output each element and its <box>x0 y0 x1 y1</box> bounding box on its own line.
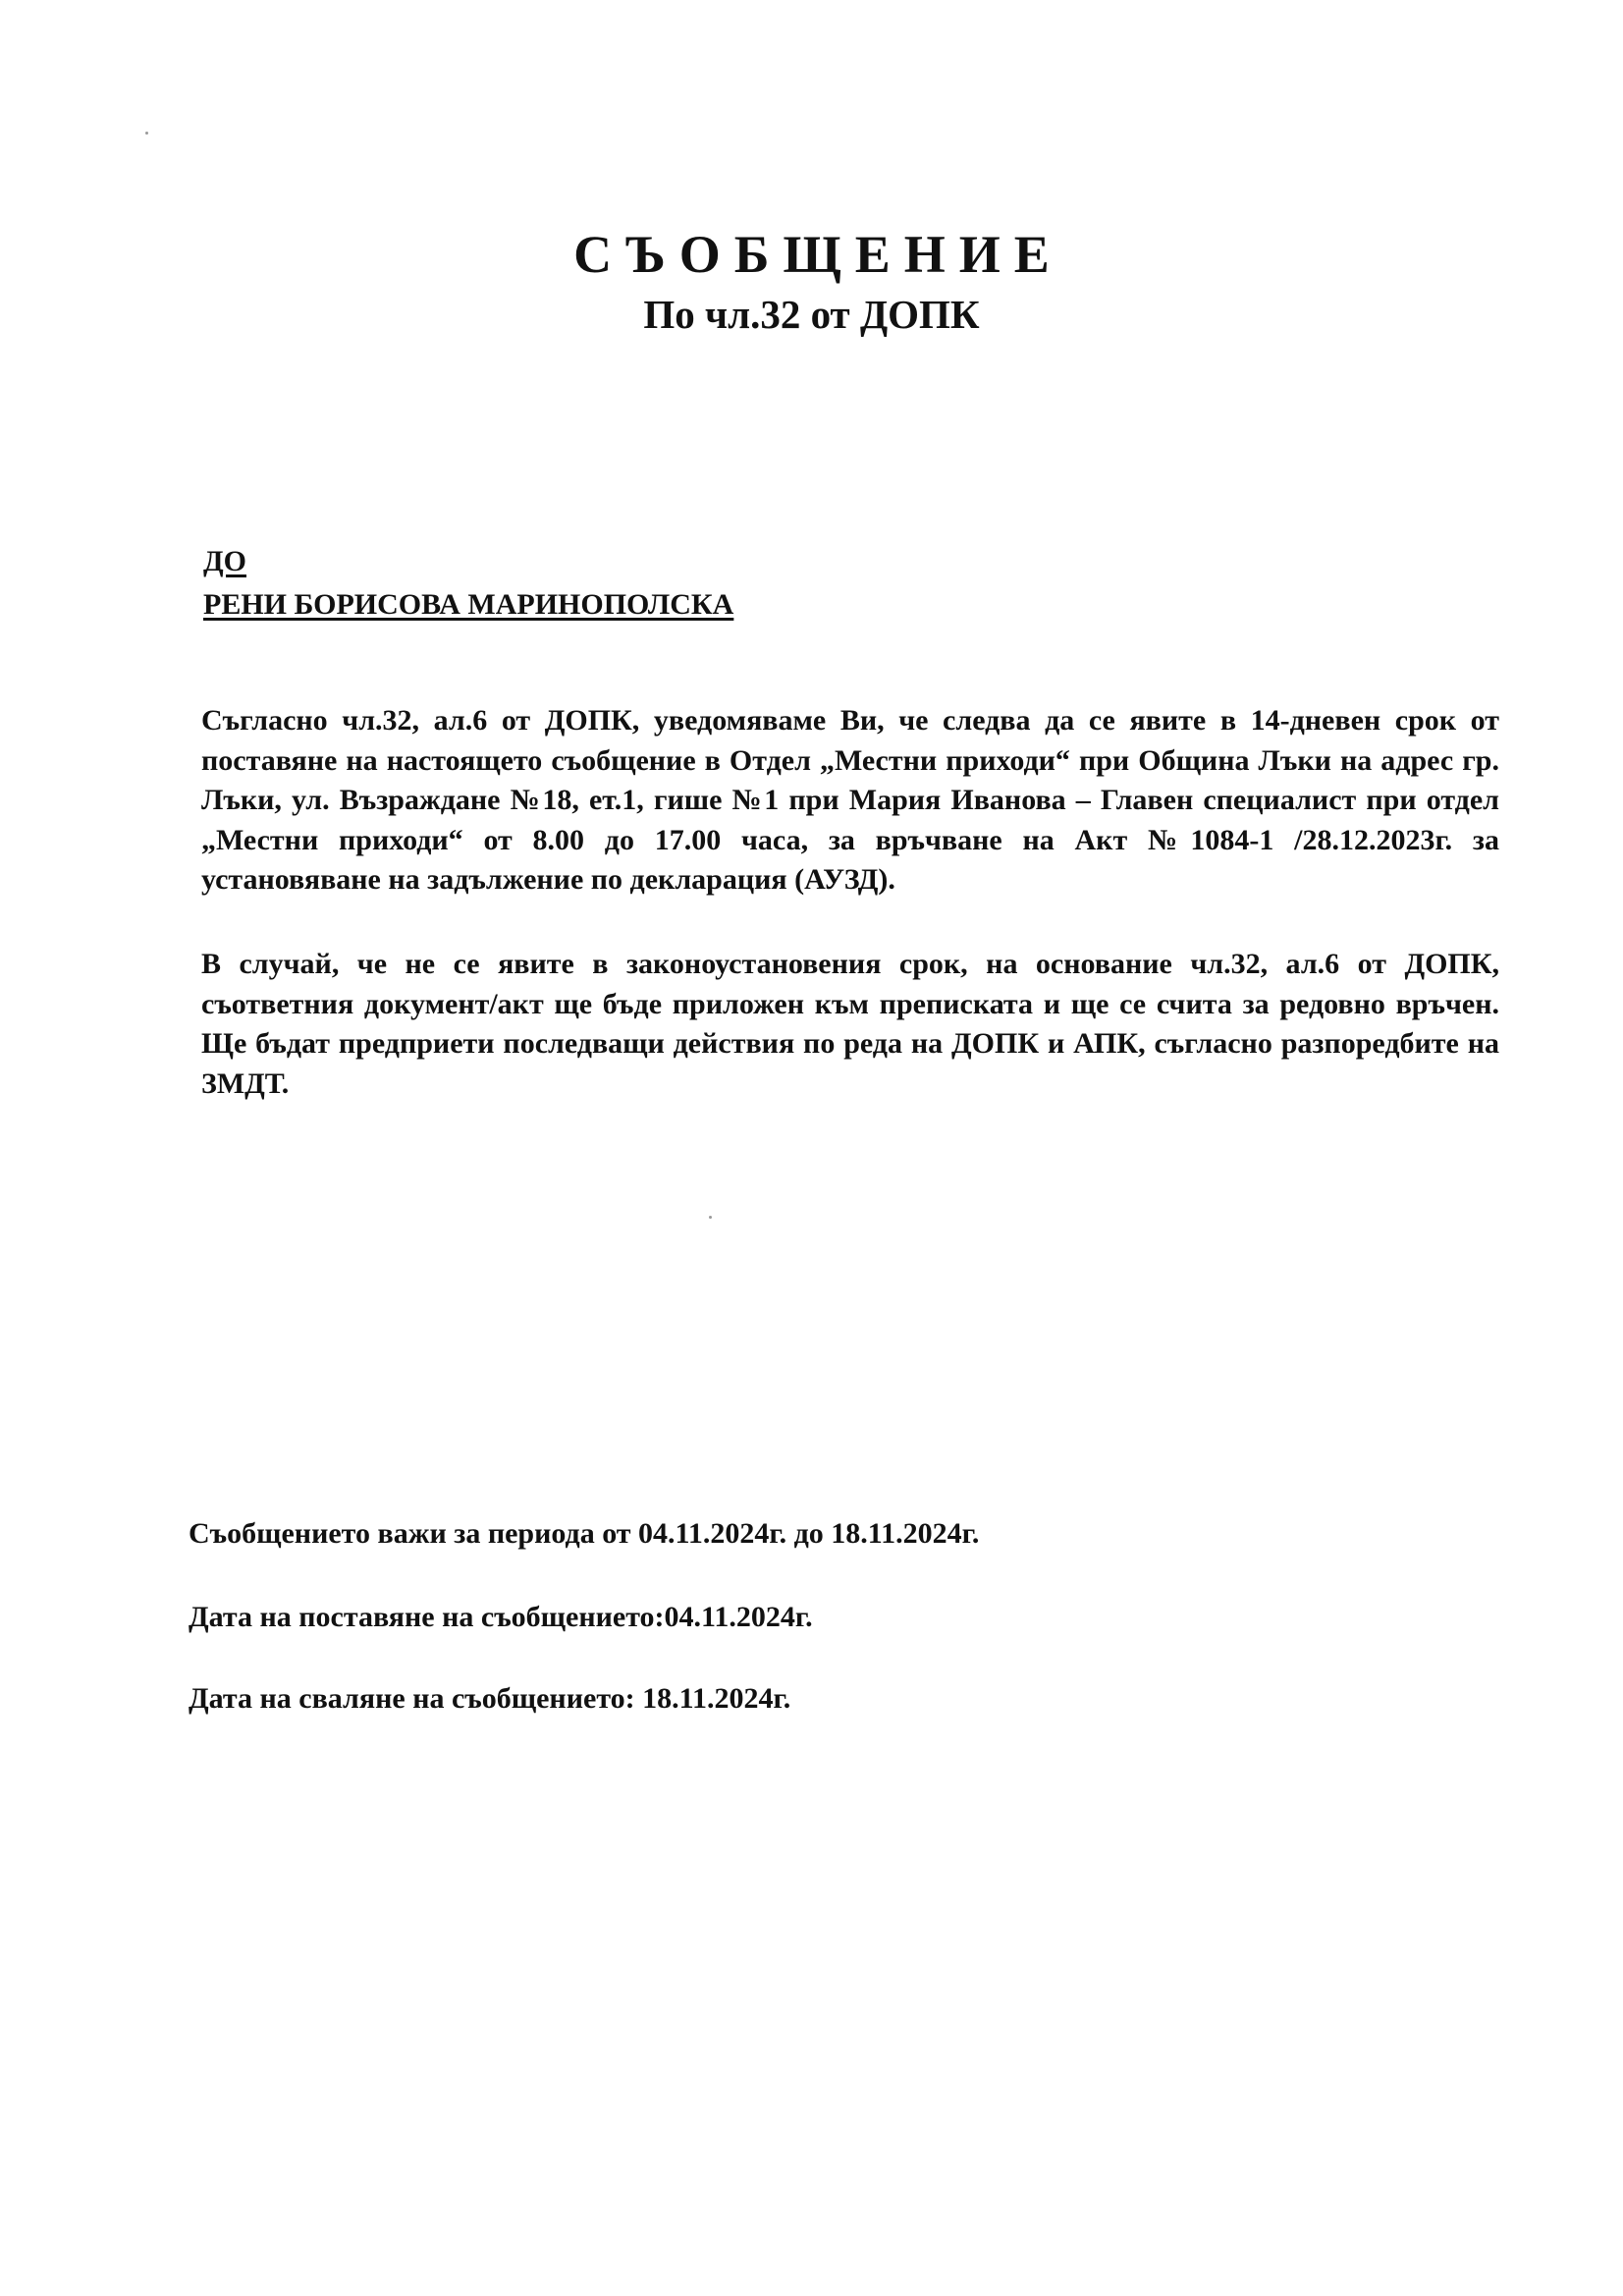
body-paragraph-1: Съгласно чл.32, ал.6 от ДОПК, уведомяваме Ви, че следва да се явите в 14-дневен срок от поставяне на настоящето съобщение в Отдел „Местни приходи“ при Община Лъки на адрес гр. Лъки, ул. Възраждане №18, ет.1, гише №1 при Мария Иванова – Главен специалист при отдел „Местни приходи“ от 8.00 до 17.00 часа, за връчване на Акт №1084-1 /28.12.2023г. за установяване на задължение по декларация (АУЗД). <box>201 704 1499 896</box>
notice-title: СЪОБЩЕНИЕ <box>573 225 1063 284</box>
scan-speck <box>145 132 148 135</box>
addressee-block <box>203 540 733 627</box>
validity-period: Съобщението важи за периода от 04.11.2024г. до 18.11.2024г. <box>189 1517 980 1550</box>
body-paragraph-2: В случай, че не се явите в законоустановения срок, на основание чл.32, ал.6 от ДОПК, съответния документ/акт ще бъде приложен към преписката и ще се счита за редовно връчен. Ще бъдат предприети последващи действия по реда на ДОПК и АПК, съгласно разпоредбите на ЗМДТ. <box>201 948 1499 1100</box>
removal-date: Дата на сваляне на съобщението: 18.11.2024г. <box>189 1682 791 1715</box>
addressee-name: РЕНИ БОРИСОВА МАРИНОПОЛСКА <box>203 588 734 621</box>
notice-subtitle: По чл.32 от ДОПК <box>643 292 980 337</box>
scan-speck <box>709 1216 712 1219</box>
posting-date: Дата на поставяне на съобщението:04.11.2024г. <box>189 1601 813 1633</box>
addressee-to-label: ДО <box>203 545 246 577</box>
